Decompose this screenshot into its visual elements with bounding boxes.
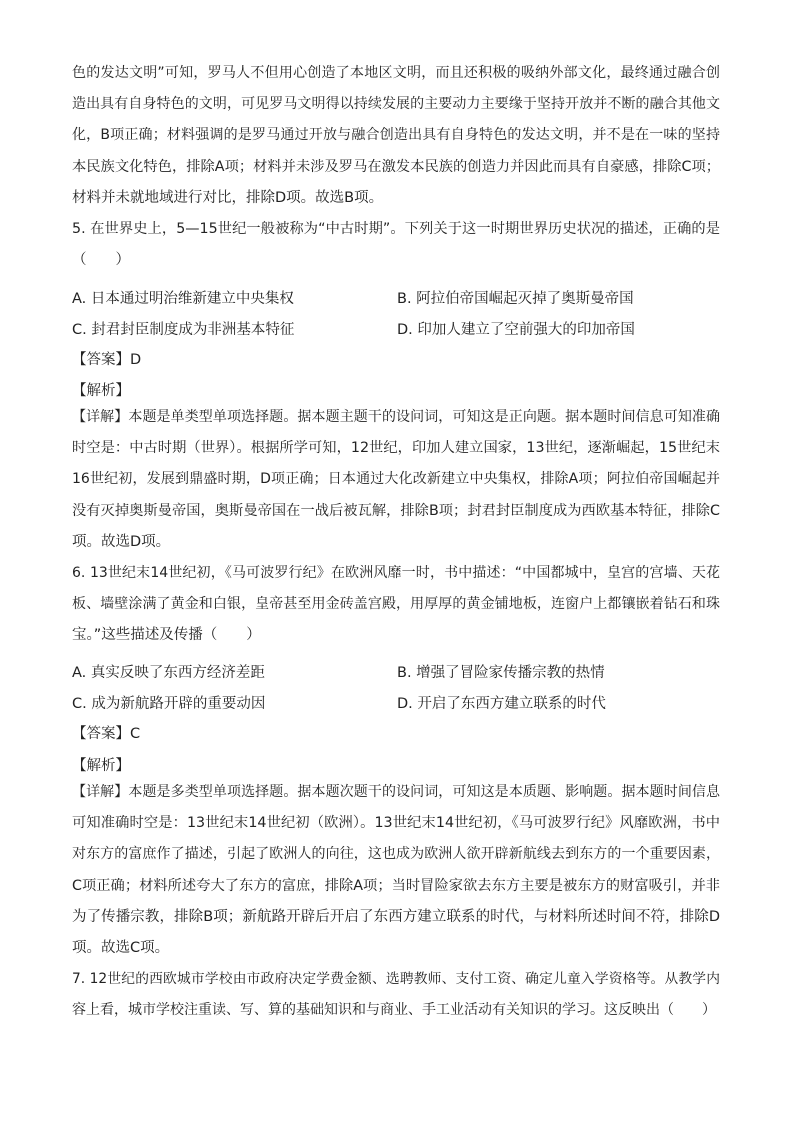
question-5-stem [72, 214, 720, 276]
question-6-stem [72, 558, 720, 652]
question-6-answer: 【答案】C [72, 726, 141, 742]
question-6-analysis-label: 【解析】 [72, 758, 130, 774]
question-6-detail [72, 777, 720, 964]
text-line: 没有灭掉奥斯曼帝国，奥斯曼帝国在一战后被瓦解，排除B项；封君封臣制度成为西欧基本特征，排除C [72, 502, 720, 519]
text-line: 色的发达文明”可知，罗马人不但用心创造了本地区文明，而且还积极的吸纳外部文化，最终通过融合创 [72, 65, 720, 81]
text-line: 可知准确时空是：13世纪末14世纪初（欧洲）。13世纪末14世纪初，《马可波罗行纪》风靡欧洲，书中 [72, 815, 720, 832]
question-5-detail [72, 402, 720, 558]
text-line: 对东方的富庶作了描述，引起了欧洲人的向往，这也成为欧洲人欲开辟新航线去到东方的一个重要因素， [72, 846, 720, 863]
text-line: 时空是：中古时期（世界）。根据所学可知，12世纪，印加人建立国家，13世纪，逐渐崛起，15世纪末 [72, 440, 720, 457]
text-line: 造出具有自身特色的文明，可见罗马文明得以持续发展的主要动力主要缘于坚持开放并不断的融合其他文 [72, 96, 720, 113]
text-line: 项。故选D项。 [72, 533, 171, 550]
question-6-option-d: D. 开启了东西方建立联系的时代 [397, 696, 606, 712]
question-5-option-d: D. 印加人建立了空前强大的印加帝国 [397, 322, 635, 338]
question-6-option-b: B. 增强了冒险家传播宗教的热情 [397, 665, 605, 681]
question-6-option-c: C. 成为新航路开辟的重要动因 [72, 696, 266, 712]
text-line: （ ） [72, 252, 130, 269]
text-line: 【详解】本题是单类型单项选择题。据本题主题干的设问词，可知这是正向题。据本题时间信息可知准确 [72, 409, 720, 425]
text-line: 7. 12世纪的西欧城市学校由市政府决定学费金额、选聘教师、支付工资、确定儿童入学资格等。从教学内 [72, 971, 720, 987]
text-line: 项。故选C项。 [72, 939, 170, 956]
text-line: 宝。”这些描述及传播（ ） [72, 627, 261, 644]
text-line: 本民族文化特色，排除A项；材料并未涉及罗马在激发本民族的创造力并因此而具有自豪感，排除C项； [72, 158, 720, 175]
text-line: 材料并未就地域进行对比，排除D项。故选B项。 [72, 189, 384, 206]
text-line: 6. 13世纪末14世纪初，《马可波罗行纪》在欧洲风靡一时，书中描述：“中国都城中，皇宫的宫墙、天花 [72, 565, 720, 581]
question-6-option-a: A. 真实反映了东西方经济差距 [72, 665, 265, 681]
text-line: 【详解】本题是多类型单项选择题。据本题次题干的设问词，可知这是本质题、影响题。据本题时间信息 [72, 784, 720, 800]
text-line: 5. 在世界史上，5—15世纪一般被称为“中古时期”。下列关于这一时期世界历史状况的描述，正确的是 [72, 221, 720, 237]
question-5-option-a: A. 日本通过明治维新建立中央集权 [72, 291, 294, 307]
text-line: 化，B项正确；材料强调的是罗马通过开放与融合创造出具有自身特色的发达文明，并不是在一味的坚持 [72, 127, 720, 144]
question-5-answer: 【答案】D [72, 352, 142, 368]
text-line: 板、墙壁涂满了黄金和白银，皇帝甚至用金砖盖宫殿，用厚厚的黄金铺地板，连窗户上都镶嵌着钻石和珠 [72, 596, 720, 613]
question-5-option-b: B. 阿拉伯帝国崛起灭掉了奥斯曼帝国 [397, 291, 634, 307]
question-5-option-c: C. 封君封臣制度成为非洲基本特征 [72, 322, 295, 338]
previous-analysis [72, 58, 720, 214]
text-line: 16世纪初，发展到鼎盛时期，D项正确；日本通过大化改新建立中央集权，排除A项；阿拉伯帝国崛起并 [72, 471, 720, 488]
text-line: 为了传播宗教，排除B项；新航路开辟后开启了东西方建立联系的时代，与材料所述时间不符，排除D [72, 908, 720, 925]
text-line: C项正确；材料所述夸大了东方的富庶，排除A项；当时冒险家欲去东方主要是被东方的财富吸引，并非 [72, 877, 720, 894]
question-5-analysis-label: 【解析】 [72, 383, 130, 399]
text-line: 容上看，城市学校注重读、写、算的基础知识和与商业、手工业活动有关知识的学习。这反映出（ ） [72, 1002, 716, 1019]
question-7-stem [72, 964, 720, 1026]
